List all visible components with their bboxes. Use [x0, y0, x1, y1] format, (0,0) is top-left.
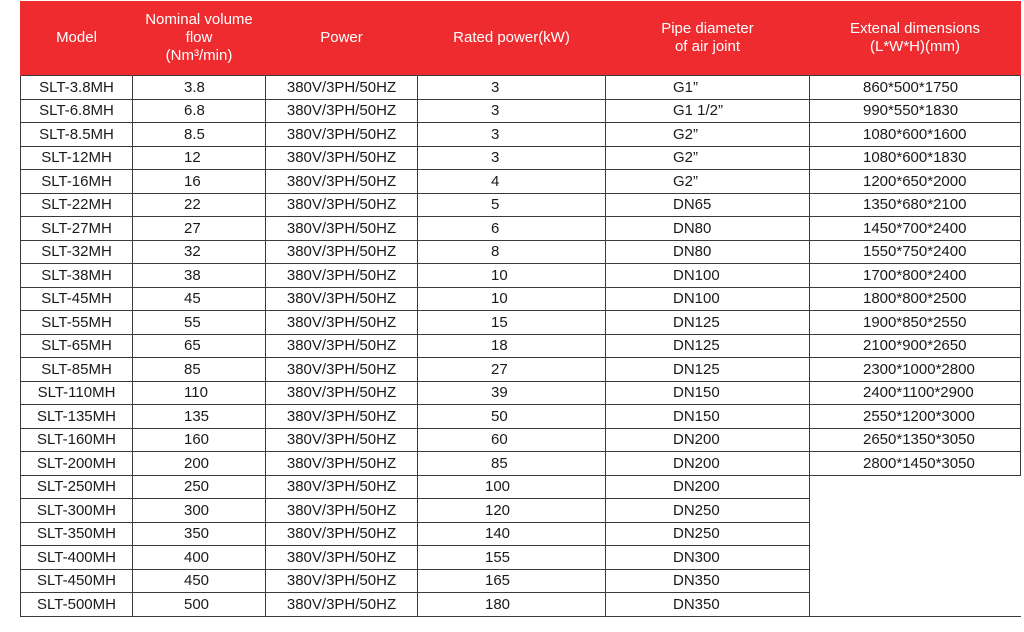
pipe-diameter-cell: DN80: [606, 240, 810, 264]
power-cell: 380V/3PH/50HZ: [266, 287, 418, 311]
dimensions-cell: 2400*1100*2900: [810, 381, 1021, 405]
rated-power-cell: 4: [418, 170, 606, 194]
header-row: [21, 1, 1021, 76]
flow-cell: 65: [133, 334, 266, 358]
pipe-diameter-cell: DN200: [606, 475, 810, 499]
dimensions-cell: 2100*900*2650: [810, 334, 1021, 358]
table-row: [21, 146, 1021, 170]
power-cell: 380V/3PH/50HZ: [266, 193, 418, 217]
rated-power-cell: 60: [418, 428, 606, 452]
pipe-diameter-cell: DN300: [606, 546, 810, 570]
header-dimensions: Extenal dimensions (L*W*H)(mm): [810, 1, 1021, 76]
power-cell: 380V/3PH/50HZ: [266, 146, 418, 170]
table-row: [21, 311, 1021, 335]
rated-power-cell: 18: [418, 334, 606, 358]
pipe-diameter-cell: DN125: [606, 334, 810, 358]
pipe-diameter-cell: DN200: [606, 428, 810, 452]
dimensions-cell: 860*500*1750: [810, 76, 1021, 100]
rated-power-cell: 27: [418, 358, 606, 382]
table-row: [21, 475, 1021, 499]
table-row: [21, 76, 1021, 100]
rated-power-cell: 3: [418, 99, 606, 123]
pipe-diameter-cell: DN350: [606, 569, 810, 593]
power-cell: 380V/3PH/50HZ: [266, 334, 418, 358]
pipe-diameter-cell: DN250: [606, 499, 810, 523]
flow-cell: 3.8: [133, 76, 266, 100]
model-cell: SLT-450MH: [21, 569, 133, 593]
flow-cell: 350: [133, 522, 266, 546]
rated-power-cell: 50: [418, 405, 606, 429]
pipe-diameter-cell: DN80: [606, 217, 810, 241]
model-cell: SLT-3.8MH: [21, 76, 133, 100]
flow-cell: 55: [133, 311, 266, 335]
dimensions-cell: 2300*1000*2800: [810, 358, 1021, 382]
dimensions-cell: [810, 569, 1021, 593]
power-cell: 380V/3PH/50HZ: [266, 217, 418, 241]
flow-cell: 6.8: [133, 99, 266, 123]
dimensions-cell: [810, 475, 1021, 499]
flow-cell: 32: [133, 240, 266, 264]
flow-cell: 300: [133, 499, 266, 523]
header-flow: Nominal volume flow (Nm³/min): [133, 1, 266, 76]
rated-power-cell: 6: [418, 217, 606, 241]
dimensions-cell: 1700*800*2400: [810, 264, 1021, 288]
model-cell: SLT-8.5MH: [21, 123, 133, 147]
power-cell: 380V/3PH/50HZ: [266, 264, 418, 288]
dimensions-cell: 2550*1200*3000: [810, 405, 1021, 429]
table-row: [21, 170, 1021, 194]
header-rated-power: Rated power(kW): [418, 1, 606, 76]
model-cell: SLT-200MH: [21, 452, 133, 476]
power-cell: 380V/3PH/50HZ: [266, 475, 418, 499]
rated-power-cell: 3: [418, 76, 606, 100]
pipe-diameter-cell: DN350: [606, 593, 810, 617]
model-cell: SLT-500MH: [21, 593, 133, 617]
model-cell: SLT-38MH: [21, 264, 133, 288]
model-cell: SLT-16MH: [21, 170, 133, 194]
model-cell: SLT-85MH: [21, 358, 133, 382]
rated-power-cell: 100: [418, 475, 606, 499]
rated-power-cell: 39: [418, 381, 606, 405]
pipe-diameter-cell: DN65: [606, 193, 810, 217]
dimensions-cell: 1800*800*2500: [810, 287, 1021, 311]
flow-cell: 135: [133, 405, 266, 429]
table-row: [21, 217, 1021, 241]
rated-power-cell: 155: [418, 546, 606, 570]
pipe-diameter-cell: G2”: [606, 146, 810, 170]
flow-cell: 250: [133, 475, 266, 499]
model-cell: SLT-27MH: [21, 217, 133, 241]
power-cell: 380V/3PH/50HZ: [266, 522, 418, 546]
power-cell: 380V/3PH/50HZ: [266, 170, 418, 194]
table-row: [21, 334, 1021, 358]
table-row: [21, 287, 1021, 311]
power-cell: 380V/3PH/50HZ: [266, 358, 418, 382]
model-cell: SLT-6.8MH: [21, 99, 133, 123]
rated-power-cell: 15: [418, 311, 606, 335]
spec-table: [20, 1, 1021, 617]
model-cell: SLT-45MH: [21, 287, 133, 311]
pipe-diameter-cell: DN100: [606, 264, 810, 288]
table-row: [21, 358, 1021, 382]
power-cell: 380V/3PH/50HZ: [266, 381, 418, 405]
flow-cell: 8.5: [133, 123, 266, 147]
pipe-diameter-cell: DN150: [606, 381, 810, 405]
flow-cell: 110: [133, 381, 266, 405]
power-cell: 380V/3PH/50HZ: [266, 76, 418, 100]
dimensions-cell: [810, 522, 1021, 546]
power-cell: 380V/3PH/50HZ: [266, 569, 418, 593]
flow-cell: 450: [133, 569, 266, 593]
power-cell: 380V/3PH/50HZ: [266, 499, 418, 523]
dimensions-cell: 1080*600*1600: [810, 123, 1021, 147]
rated-power-cell: 165: [418, 569, 606, 593]
flow-cell: 27: [133, 217, 266, 241]
dimensions-cell: [810, 593, 1021, 617]
header-power: Power: [266, 1, 418, 76]
power-cell: 380V/3PH/50HZ: [266, 240, 418, 264]
power-cell: 380V/3PH/50HZ: [266, 428, 418, 452]
rated-power-cell: 180: [418, 593, 606, 617]
rated-power-cell: 140: [418, 522, 606, 546]
rated-power-cell: 10: [418, 287, 606, 311]
rated-power-cell: 3: [418, 123, 606, 147]
dimensions-cell: 1550*750*2400: [810, 240, 1021, 264]
dimensions-cell: 1450*700*2400: [810, 217, 1021, 241]
header-pipe-diameter: Pipe diameter of air joint: [606, 1, 810, 76]
pipe-diameter-cell: G1”: [606, 76, 810, 100]
table-row: [21, 428, 1021, 452]
model-cell: SLT-135MH: [21, 405, 133, 429]
table-row: [21, 193, 1021, 217]
pipe-diameter-cell: DN125: [606, 358, 810, 382]
rated-power-cell: 8: [418, 240, 606, 264]
header-model: Model: [21, 1, 133, 76]
model-cell: SLT-65MH: [21, 334, 133, 358]
pipe-diameter-cell: G2”: [606, 170, 810, 194]
flow-cell: 12: [133, 146, 266, 170]
table-row: [21, 569, 1021, 593]
dimensions-cell: 1900*850*2550: [810, 311, 1021, 335]
model-cell: SLT-400MH: [21, 546, 133, 570]
rated-power-cell: 85: [418, 452, 606, 476]
dimensions-cell: 1350*680*2100: [810, 193, 1021, 217]
pipe-diameter-cell: DN125: [606, 311, 810, 335]
flow-cell: 400: [133, 546, 266, 570]
power-cell: 380V/3PH/50HZ: [266, 99, 418, 123]
table-row: [21, 452, 1021, 476]
rated-power-cell: 10: [418, 264, 606, 288]
rated-power-cell: 120: [418, 499, 606, 523]
dimensions-cell: 2650*1350*3050: [810, 428, 1021, 452]
flow-cell: 45: [133, 287, 266, 311]
flow-cell: 200: [133, 452, 266, 476]
rated-power-cell: 3: [418, 146, 606, 170]
power-cell: 380V/3PH/50HZ: [266, 546, 418, 570]
pipe-diameter-cell: DN150: [606, 405, 810, 429]
model-cell: SLT-350MH: [21, 522, 133, 546]
flow-cell: 160: [133, 428, 266, 452]
pipe-diameter-cell: DN200: [606, 452, 810, 476]
pipe-diameter-cell: G1 1/2”: [606, 99, 810, 123]
model-cell: SLT-12MH: [21, 146, 133, 170]
power-cell: 380V/3PH/50HZ: [266, 452, 418, 476]
dimensions-cell: [810, 499, 1021, 523]
table-row: [21, 405, 1021, 429]
table-row: [21, 499, 1021, 523]
dimensions-cell: 990*550*1830: [810, 99, 1021, 123]
rated-power-cell: 5: [418, 193, 606, 217]
flow-cell: 85: [133, 358, 266, 382]
model-cell: SLT-110MH: [21, 381, 133, 405]
flow-cell: 22: [133, 193, 266, 217]
power-cell: 380V/3PH/50HZ: [266, 405, 418, 429]
dimensions-cell: 1200*650*2000: [810, 170, 1021, 194]
pipe-diameter-cell: DN100: [606, 287, 810, 311]
table-row: [21, 593, 1021, 617]
power-cell: 380V/3PH/50HZ: [266, 311, 418, 335]
table-row: [21, 123, 1021, 147]
table-row: [21, 264, 1021, 288]
pipe-diameter-cell: G2”: [606, 123, 810, 147]
model-cell: SLT-160MH: [21, 428, 133, 452]
flow-cell: 16: [133, 170, 266, 194]
power-cell: 380V/3PH/50HZ: [266, 593, 418, 617]
model-cell: SLT-250MH: [21, 475, 133, 499]
table-body: [21, 76, 1021, 617]
model-cell: SLT-32MH: [21, 240, 133, 264]
table-row: [21, 240, 1021, 264]
model-cell: SLT-300MH: [21, 499, 133, 523]
model-cell: SLT-22MH: [21, 193, 133, 217]
flow-cell: 38: [133, 264, 266, 288]
flow-cell: 500: [133, 593, 266, 617]
table-row: [21, 381, 1021, 405]
dimensions-cell: 2800*1450*3050: [810, 452, 1021, 476]
table-row: [21, 546, 1021, 570]
dimensions-cell: 1080*600*1830: [810, 146, 1021, 170]
model-cell: SLT-55MH: [21, 311, 133, 335]
table-row: [21, 99, 1021, 123]
table-row: [21, 522, 1021, 546]
pipe-diameter-cell: DN250: [606, 522, 810, 546]
dimensions-cell: [810, 546, 1021, 570]
power-cell: 380V/3PH/50HZ: [266, 123, 418, 147]
